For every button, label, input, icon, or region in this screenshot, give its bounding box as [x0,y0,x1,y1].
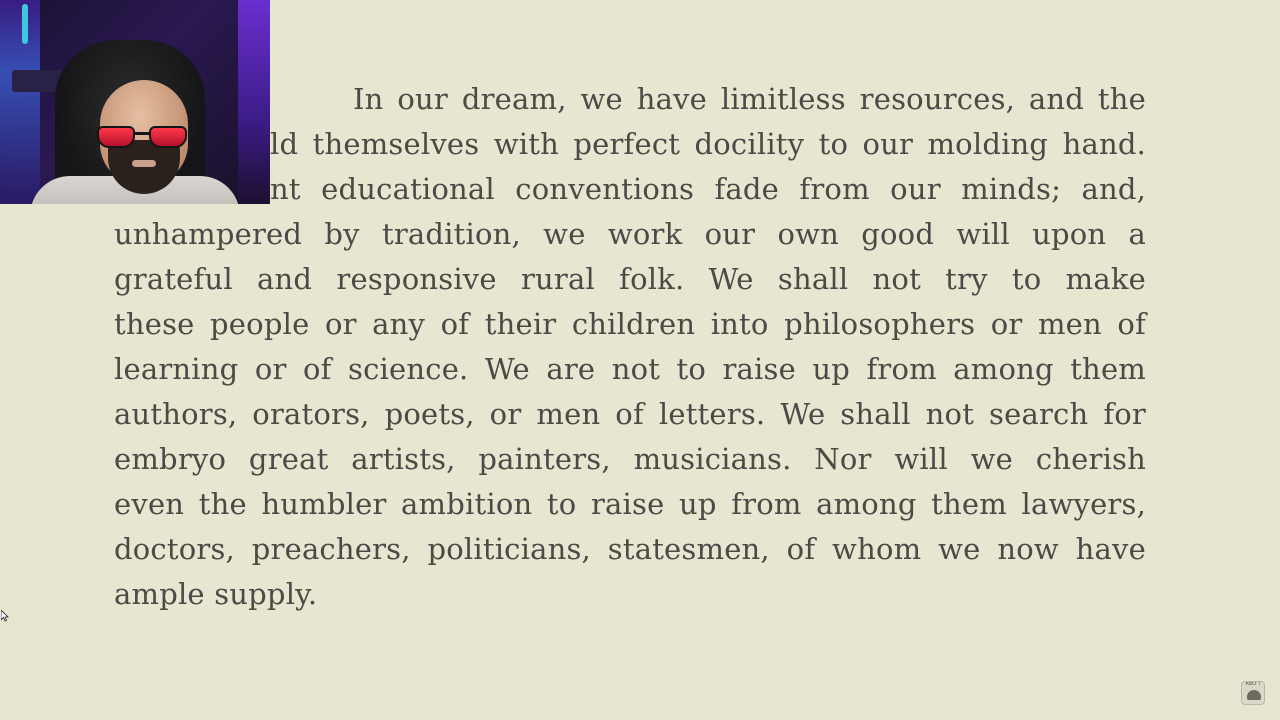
dome-icon [1247,690,1261,700]
rgb-light-right [238,0,270,204]
text-line-2: ld themselves with perfect docility to our molding hand. [270,127,1146,161]
text-line-11: doctors, preachers, politicians, statesmen, of whom we now have [114,532,1146,566]
text-line-10: even the humbler ambition to raise up from among them lawyers, [114,487,1146,521]
text-line-9: embryo great artists, painters, musicians. Nor will we cherish [114,442,1146,476]
mouse-pointer-icon [1,610,9,622]
led-strip [22,4,28,44]
text-line-7: learning or of science. We are not to raise up from among them [114,352,1146,386]
text-line-12: ample supply. [114,577,318,611]
presenter-webcam [0,0,270,204]
channel-logo-icon [1241,681,1265,705]
text-line-4: unhampered by tradition, we work our own good will upon a [114,217,1146,251]
red-sunglasses [97,124,191,150]
text-line-8: authors, orators, poets, or men of letters. We shall not search for [114,397,1146,431]
text-line-6: these people or any of their children into philosophers or men of [114,307,1146,341]
channel-logo-text: ABO T [1245,681,1261,687]
presenter-mouth [132,160,156,167]
text-line-5: grateful and responsive rural folk. We shall not try to make [114,262,1146,296]
rgb-light-left [0,0,40,204]
right-lens [149,126,187,148]
text-line-3: nt educational conventions fade from our minds; and, [270,172,1146,206]
left-lens [97,126,135,148]
text-line-1: In our dream, we have limitless resources, and the [353,82,1146,116]
